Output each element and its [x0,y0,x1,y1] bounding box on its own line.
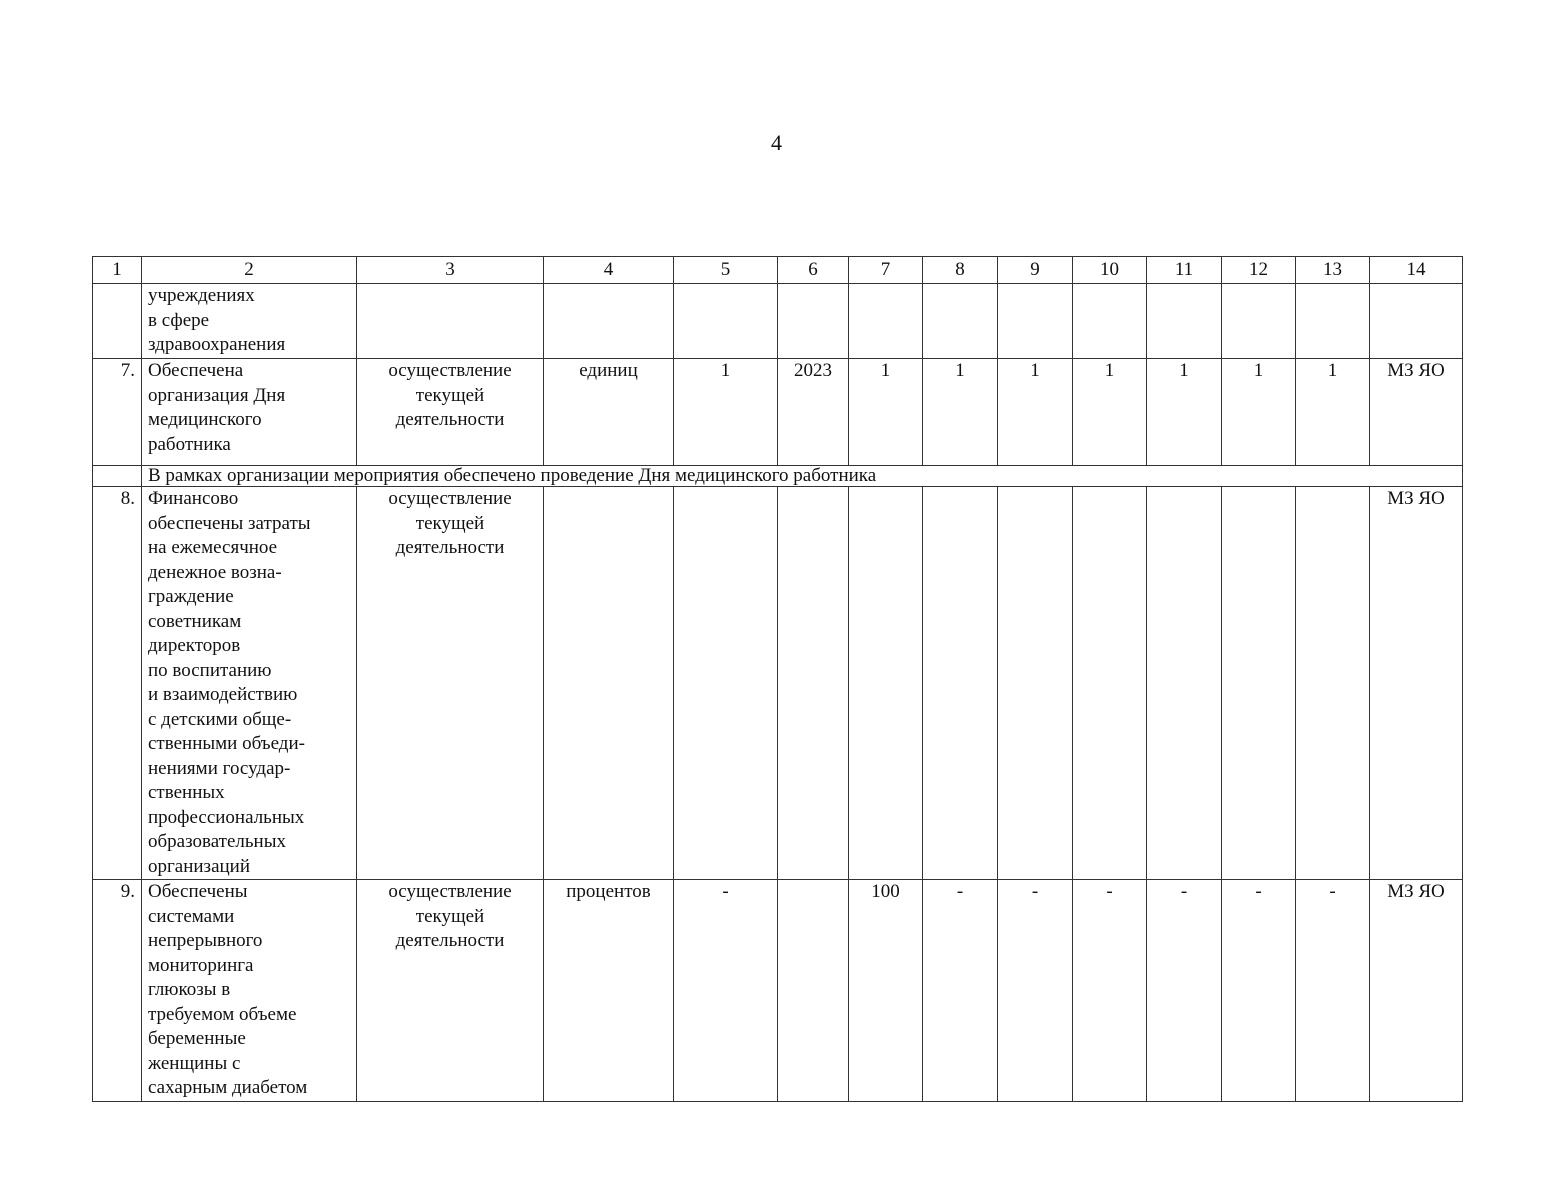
row-number-cell: 7. [93,359,142,466]
empty-cell [674,284,778,359]
header-cell: 9 [998,257,1073,284]
base-value-cell [674,487,778,880]
header-cell: 2 [142,257,357,284]
empty-cell [1222,284,1296,359]
header-cell: 5 [674,257,778,284]
table-row-7 [93,359,1463,466]
header-cell: 13 [1296,257,1370,284]
result-name-cell: Финансово обеспечены затраты на ежемесячное денежное возна- граждение советникам директоров по воспитанию и взаимодействию с детскими обще- ственными объеди- нениями государ- ственных профессиональных образовательных организаций [142,487,357,880]
header-cell: 7 [849,257,923,284]
table-row-8 [93,487,1463,880]
empty-cell [1073,284,1147,359]
header-cell: 8 [923,257,998,284]
year-value-cell: 1 [1147,359,1222,466]
table-row-continuation [93,284,1463,359]
year-value-cell [1147,487,1222,880]
note-cell: В рамках организации мероприятия обеспечено проведение Дня медицинского работника [142,466,1463,487]
year-value-cell: - [1147,880,1222,1102]
indicators-table [92,256,1463,1102]
empty-cell [1370,284,1463,359]
year-value-cell: 100 [849,880,923,1102]
year-value-cell [1296,487,1370,880]
year-value-cell: - [1222,880,1296,1102]
empty-cell [1296,284,1370,359]
year-value-cell [998,487,1073,880]
page-number: 4 [771,130,782,155]
responsible-cell: МЗ ЯО [1370,880,1463,1102]
row-number-cell [93,466,142,487]
unit-cell: единиц [544,359,674,466]
year-value-cell: - [998,880,1073,1102]
unit-cell: процентов [544,880,674,1102]
empty-cell [357,284,544,359]
row-number-cell [93,284,142,359]
type-cell: осуществление текущей деятельности [357,880,544,1102]
empty-cell [778,284,849,359]
responsible-cell: МЗ ЯО [1370,487,1463,880]
base-value-cell: 1 [674,359,778,466]
row-number-cell: 9. [93,880,142,1102]
responsible-cell: МЗ ЯО [1370,359,1463,466]
year-value-cell: - [1296,880,1370,1102]
year-value-cell: 1 [998,359,1073,466]
header-cell: 12 [1222,257,1296,284]
result-name-cell: учреждениях в сфере здравоохранения [142,284,357,359]
unit-cell [544,487,674,880]
year-value-cell [849,487,923,880]
empty-cell [1147,284,1222,359]
result-name-cell: Обеспечены системами непрерывного мониторинга глюкозы в требуемом объеме беременные женщины с сахарным диабетом [142,880,357,1102]
year-value-cell: - [923,880,998,1102]
base-year-cell [778,487,849,880]
base-value-cell: - [674,880,778,1102]
header-cell: 10 [1073,257,1147,284]
table-row-9 [93,880,1463,1102]
empty-cell [849,284,923,359]
base-year-cell: 2023 [778,359,849,466]
year-value-cell: 1 [923,359,998,466]
header-cell: 11 [1147,257,1222,284]
header-cell: 1 [93,257,142,284]
header-cell: 6 [778,257,849,284]
row-number-cell: 8. [93,487,142,880]
year-value-cell: 1 [849,359,923,466]
empty-cell [544,284,674,359]
year-value-cell [923,487,998,880]
year-value-cell [1073,487,1147,880]
header-row [93,257,1463,284]
result-name-cell: Обеспечена организация Дня медицинского работника [142,359,357,466]
header-cell: 3 [357,257,544,284]
year-value-cell: 1 [1222,359,1296,466]
base-year-cell [778,880,849,1102]
year-value-cell: - [1073,880,1147,1102]
empty-cell [923,284,998,359]
empty-cell [998,284,1073,359]
year-value-cell: 1 [1073,359,1147,466]
header-cell: 4 [544,257,674,284]
type-cell: осуществление текущей деятельности [357,487,544,880]
header-cell: 14 [1370,257,1463,284]
table-row-7-note [93,466,1463,487]
year-value-cell: 1 [1296,359,1370,466]
type-cell: осуществление текущей деятельности [357,359,544,466]
year-value-cell [1222,487,1296,880]
